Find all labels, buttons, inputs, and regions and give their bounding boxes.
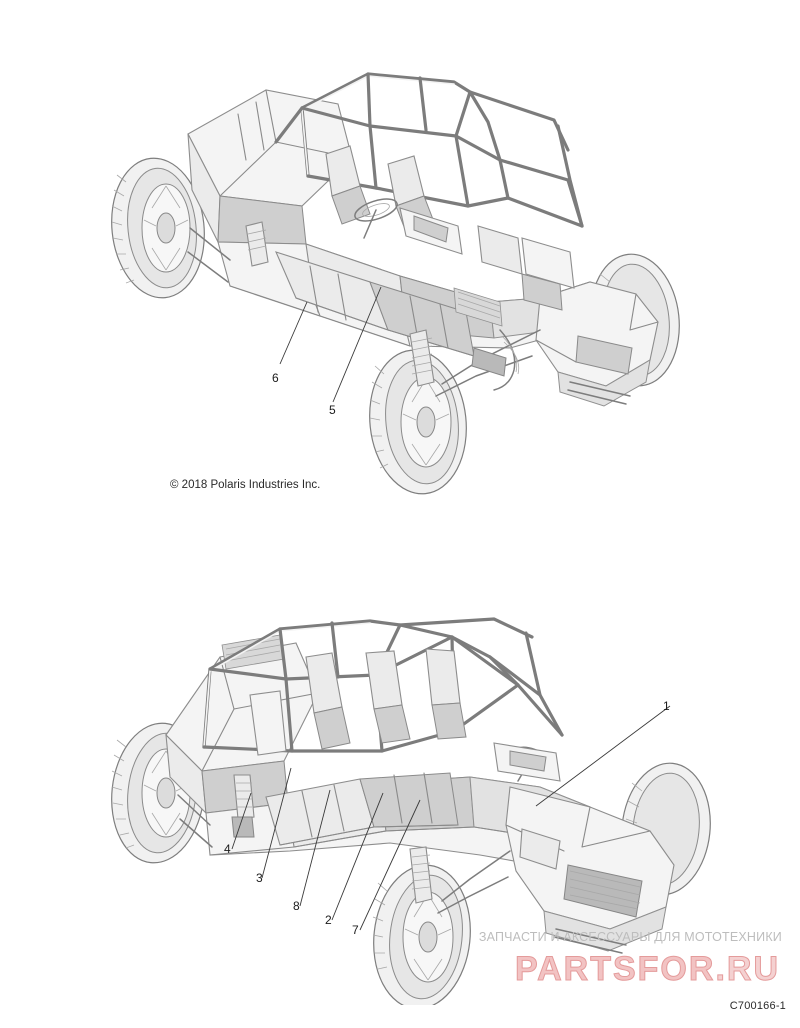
callout-3: 3	[256, 871, 263, 885]
callout-4: 4	[224, 842, 231, 856]
callout-7: 7	[352, 923, 359, 937]
callout-6: 6	[272, 371, 279, 385]
callout-1: 1	[663, 699, 670, 713]
watermark-logo	[515, 950, 780, 989]
sheet-code: C700166-1	[729, 1000, 786, 1012]
upper-vehicle-illustration	[70, 30, 710, 500]
watermark-logo-main: PARTSFOR	[514, 950, 716, 988]
callout-2: 2	[325, 913, 332, 927]
watermark-tagline: ЗАПЧАСТИ И АКСЕССУАРЫ ДЛЯ МОТОТЕХНИКИ	[478, 930, 782, 944]
watermark-logo-suffix: .RU	[715, 950, 780, 988]
callout-8: 8	[293, 899, 300, 913]
copyright-notice: © 2018 Polaris Industries Inc.	[170, 479, 321, 491]
callout-5: 5	[329, 403, 336, 417]
